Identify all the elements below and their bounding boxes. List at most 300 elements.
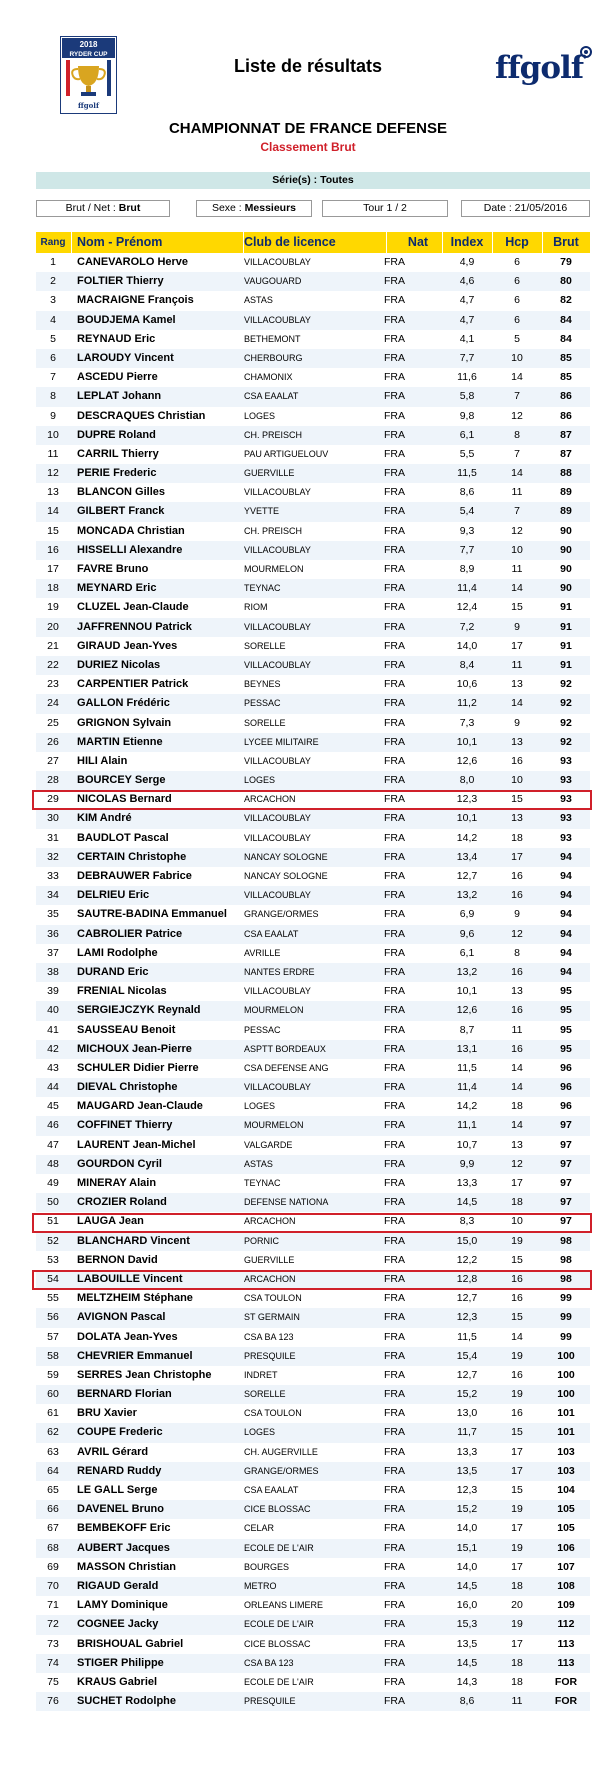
row-brut: FOR	[554, 1675, 578, 1688]
table-row	[36, 483, 590, 502]
row-nat: FRA	[384, 965, 405, 978]
row-rang: 36	[47, 927, 59, 940]
table-row	[36, 598, 590, 617]
row-index: 8,6	[459, 486, 475, 499]
row-index: 6,9	[459, 908, 475, 921]
row-rang: 28	[47, 774, 59, 787]
row-brut: 98	[560, 1253, 572, 1266]
row-nat: FRA	[384, 1388, 405, 1401]
results-table	[36, 232, 590, 1711]
row-nom: HILI Alain	[77, 754, 128, 767]
row-nom: BAUDLOT Pascal	[77, 831, 169, 844]
row-hcp: 13	[511, 1138, 523, 1151]
row-hcp: 5	[514, 332, 520, 345]
row-club: DEFENSE NATIONA	[244, 1197, 329, 1208]
ffgolf-mark-icon	[580, 46, 592, 58]
row-nat: FRA	[384, 908, 405, 921]
row-hcp: 7	[514, 505, 520, 518]
row-nom: BOUDJEMA Kamel	[77, 313, 176, 326]
row-brut: 89	[560, 486, 572, 499]
row-nom: GALLON Frédéric	[77, 697, 170, 710]
row-brut: 84	[560, 332, 572, 345]
row-nom: CABROLIER Patrice	[77, 927, 183, 940]
row-nom: CARRIL Thierry	[77, 447, 159, 460]
row-index: 13,5	[456, 1464, 478, 1477]
row-club: LOGES	[244, 775, 276, 786]
document-title: Liste de résultats	[233, 56, 383, 76]
row-hcp: 18	[511, 1196, 523, 1209]
row-nom: MICHOUX Jean-Pierre	[77, 1042, 192, 1055]
row-rang: 53	[47, 1253, 59, 1266]
row-brut: 96	[560, 1061, 572, 1074]
row-nat: FRA	[384, 1177, 405, 1189]
row-club: CSA EAALAT	[244, 1485, 299, 1495]
row-nom: KRAUS Gabriel	[77, 1675, 158, 1688]
row-index: 11,2	[457, 697, 477, 710]
row-hcp: 14	[511, 1330, 523, 1343]
row-index: 4,9	[459, 256, 475, 268]
row-hcp: 8	[514, 428, 520, 441]
row-rang: 7	[50, 371, 56, 384]
row-nat: FRA	[384, 1272, 405, 1285]
row-hcp: 18	[511, 831, 523, 844]
row-brut: 97	[560, 1177, 572, 1189]
table-row	[36, 675, 590, 694]
row-index: 13,1	[456, 1042, 478, 1055]
row-club: BETHEMONT	[244, 333, 301, 344]
row-rang: 32	[47, 850, 59, 863]
row-nat: FRA	[384, 1426, 405, 1439]
row-nom: MAUGARD Jean-Claude	[77, 1100, 203, 1113]
row-index: 13,2	[456, 889, 478, 902]
row-nom: NICOLAS Bernard	[77, 793, 172, 806]
row-nat: FRA	[384, 563, 405, 575]
row-club: VILLACOUBLAY	[244, 890, 311, 901]
row-hcp: 9	[514, 908, 520, 921]
row-brut: 90	[560, 543, 572, 556]
row-nat: FRA	[384, 793, 405, 806]
row-hcp: 11	[511, 486, 523, 499]
row-nom: DAVENEL Bruno	[77, 1503, 164, 1516]
row-nat: FRA	[384, 716, 405, 729]
row-nat: FRA	[384, 1311, 405, 1324]
row-nat: FRA	[384, 1042, 405, 1055]
row-nom: ASCEDU Pierre	[77, 371, 158, 384]
row-nom: DIEVAL Christophe	[77, 1081, 178, 1094]
table-row	[36, 1270, 590, 1289]
row-club: VILLACOUBLAY	[244, 621, 311, 632]
row-club: NANCAY SOLOGNE	[244, 851, 328, 862]
row-nat: FRA	[384, 678, 405, 691]
row-rang: 71	[47, 1599, 59, 1612]
row-nom: GOURDON Cyril	[77, 1157, 162, 1170]
row-club: VILLACOUBLAY	[244, 487, 311, 498]
row-rang: 55	[47, 1292, 59, 1305]
row-club: GRANGE/ORMES	[244, 1465, 319, 1476]
row-hcp: 16	[511, 1042, 523, 1055]
table-row	[36, 368, 590, 387]
row-rang: 5	[50, 332, 56, 345]
row-nom: DURIEZ Nicolas	[77, 658, 161, 671]
row-brut: 85	[560, 351, 572, 364]
row-index: 11,4	[457, 1081, 477, 1094]
row-hcp: 8	[514, 946, 520, 959]
sexe-label: Sexe :	[211, 202, 242, 214]
row-club: METRO	[244, 1580, 277, 1591]
row-club: CSA EAALAT	[244, 391, 299, 402]
row-rang: 23	[47, 678, 59, 691]
row-club: VILLACOUBLAY	[244, 544, 311, 555]
row-index: 9,8	[459, 409, 475, 422]
col-rang: Rang	[40, 237, 66, 248]
row-rang: 52	[47, 1234, 59, 1247]
row-club: LOGES	[244, 1427, 276, 1438]
row-brut: 98	[560, 1272, 572, 1285]
row-hcp: 11	[511, 658, 523, 671]
row-club: PRESQUILE	[244, 1696, 296, 1707]
row-nat: FRA	[384, 543, 405, 556]
row-club: SORELLE	[244, 640, 286, 651]
row-hcp: 12	[511, 524, 523, 537]
row-index: 15,3	[456, 1618, 478, 1631]
row-nom: PERIE Frederic	[77, 467, 157, 480]
brut-net-label: Brut / Net :	[65, 202, 116, 214]
row-club: CSA BA 123	[244, 1331, 294, 1342]
row-rang: 41	[47, 1023, 59, 1036]
row-rang: 67	[47, 1522, 59, 1535]
row-hcp: 14	[511, 1081, 523, 1094]
row-nat: FRA	[384, 831, 405, 844]
row-rang: 59	[47, 1368, 59, 1381]
row-brut: 99	[560, 1311, 572, 1324]
row-index: 7,7	[459, 543, 475, 556]
row-nat: FRA	[384, 1464, 405, 1477]
row-rang: 9	[50, 409, 56, 422]
row-hcp: 6	[514, 313, 520, 326]
row-rang: 57	[47, 1330, 59, 1343]
row-rang: 42	[47, 1042, 59, 1055]
row-rang: 63	[47, 1445, 59, 1458]
row-brut: 99	[560, 1292, 572, 1305]
table-row	[36, 829, 590, 848]
row-nom: GIRAUD Jean-Yves	[77, 639, 178, 652]
row-club: VILLACOUBLAY	[244, 659, 311, 670]
col-index: Index	[450, 235, 484, 249]
row-nom: BOURCEY Serge	[77, 774, 166, 787]
row-rang: 44	[47, 1081, 59, 1094]
table-row	[36, 752, 590, 771]
ffgolf-logo: ffgolf	[495, 50, 584, 86]
table-row	[36, 637, 590, 656]
row-nat: FRA	[384, 294, 405, 307]
row-nom: SERRES Jean Christophe	[77, 1368, 212, 1381]
table-row	[36, 1078, 590, 1097]
row-rang: 20	[47, 620, 59, 633]
table-row	[36, 1001, 590, 1020]
row-nat: FRA	[384, 313, 405, 326]
row-nom: REYNAUD Eric	[77, 332, 156, 345]
row-brut: 100	[557, 1368, 575, 1381]
row-rang: 1	[50, 256, 56, 268]
row-index: 12,8	[456, 1272, 478, 1285]
row-hcp: 14	[511, 371, 523, 384]
row-nom: MELTZHEIM Stéphane	[77, 1292, 193, 1305]
row-nat: FRA	[384, 870, 405, 882]
row-club: SORELLE	[244, 717, 286, 728]
row-rang: 31	[47, 831, 59, 844]
row-nom: LAROUDY Vincent	[77, 351, 174, 364]
row-nat: FRA	[384, 601, 405, 614]
row-brut: 105	[557, 1522, 575, 1535]
row-club: CICE BLOSSAC	[244, 1638, 311, 1649]
row-rang: 11	[47, 447, 59, 460]
row-club: TEYNAC	[244, 1178, 281, 1188]
row-nat: FRA	[384, 754, 405, 767]
row-nat: FRA	[384, 1138, 405, 1151]
table-row	[36, 1462, 590, 1481]
row-rang: 16	[47, 543, 59, 556]
table-row	[36, 848, 590, 867]
row-nat: FRA	[384, 735, 405, 748]
table-row	[36, 1692, 590, 1711]
table-row	[36, 771, 590, 790]
row-rang: 46	[47, 1119, 59, 1132]
row-rang: 35	[47, 908, 59, 921]
row-rang: 22	[47, 658, 59, 671]
table-row	[36, 1193, 590, 1212]
row-hcp: 18	[511, 1579, 523, 1592]
row-rang: 15	[47, 524, 59, 537]
row-rang: 6	[50, 351, 56, 364]
table-row	[36, 1654, 590, 1673]
row-hcp: 17	[511, 1464, 523, 1477]
row-nom: AUBERT Jacques	[77, 1541, 170, 1554]
row-nat: FRA	[384, 1541, 405, 1554]
table-row	[36, 1443, 590, 1462]
row-index: 12,3	[456, 793, 478, 806]
table-row	[36, 502, 590, 521]
row-nat: FRA	[384, 1215, 405, 1228]
row-nat: FRA	[384, 850, 405, 863]
row-rang: 40	[47, 1004, 59, 1017]
row-brut: 94	[560, 927, 572, 940]
row-hcp: 16	[511, 1292, 523, 1305]
row-index: 14,5	[456, 1579, 478, 1592]
row-nom: MEYNARD Eric	[77, 582, 157, 595]
row-nom: DUPRE Roland	[77, 428, 156, 441]
row-club: CSA DEFENSE ANG	[244, 1062, 329, 1073]
row-index: 6,1	[459, 946, 475, 959]
row-brut: 89	[560, 505, 572, 518]
row-club: CHAMONIX	[244, 372, 293, 383]
row-nom: CANEVAROLO Herve	[77, 256, 189, 268]
row-index: 12,7	[456, 870, 478, 882]
row-nom: SUCHET Rodolphe	[77, 1695, 176, 1708]
table-row	[36, 1174, 590, 1193]
row-hcp: 12	[511, 1157, 523, 1170]
row-club: NANCAY SOLOGNE	[244, 871, 328, 881]
row-index: 10,1	[456, 735, 478, 748]
row-index: 13,0	[456, 1407, 478, 1420]
row-rang: 47	[47, 1138, 59, 1151]
row-rang: 76	[47, 1695, 59, 1708]
row-hcp: 18	[511, 1100, 523, 1113]
row-nat: FRA	[384, 812, 405, 825]
table-row	[36, 579, 590, 598]
row-rang: 4	[50, 313, 56, 326]
row-brut: 96	[560, 1100, 572, 1113]
row-index: 5,5	[459, 447, 475, 460]
row-brut: 101	[557, 1426, 575, 1439]
table-row	[36, 714, 590, 733]
row-nat: FRA	[384, 1579, 405, 1592]
row-rang: 24	[47, 697, 59, 710]
col-nat: Nat	[407, 235, 429, 249]
row-brut: 97	[560, 1138, 572, 1151]
row-club: ARCACHON	[244, 794, 296, 805]
row-brut: 100	[557, 1349, 575, 1362]
row-club: ECOLE DE L'AIR	[244, 1619, 314, 1630]
row-brut: 91	[560, 620, 572, 633]
row-index: 8,7	[459, 1023, 475, 1036]
row-brut: 96	[560, 1081, 572, 1094]
row-index: 8,0	[459, 774, 475, 787]
row-nom: SERGIEJCZYK Reynald	[77, 1004, 201, 1017]
row-nat: FRA	[384, 1368, 405, 1381]
row-nat: FRA	[384, 371, 405, 384]
table-row	[36, 867, 590, 886]
table-body	[36, 253, 590, 1711]
row-nat: FRA	[384, 985, 405, 998]
row-nom: LABOUILLE Vincent	[77, 1272, 183, 1285]
row-club: TEYNAC	[244, 583, 281, 594]
row-club: PESSAC	[244, 1024, 281, 1035]
row-nom: CROZIER Roland	[77, 1196, 167, 1209]
row-club: RIOM	[244, 602, 268, 613]
sexe-value: Messieurs	[244, 202, 297, 214]
row-index: 8,3	[459, 1215, 475, 1228]
row-club: LYCEE MILITAIRE	[244, 736, 319, 747]
row-hcp: 7	[514, 390, 520, 403]
row-club: ECOLE DE L'AIR	[244, 1542, 314, 1553]
row-rang: 27	[47, 754, 59, 767]
row-index: 13,5	[456, 1637, 478, 1650]
row-hcp: 15	[511, 1253, 523, 1266]
row-index: 14,3	[456, 1675, 478, 1688]
table-row	[36, 1673, 590, 1692]
row-nom: AVRIL Gérard	[77, 1445, 149, 1458]
series-bar: Série(s) : Toutes	[36, 172, 590, 189]
row-hcp: 14	[511, 467, 523, 480]
table-row	[36, 330, 590, 349]
row-hcp: 19	[511, 1503, 523, 1516]
row-hcp: 17	[511, 1177, 523, 1189]
row-nat: FRA	[384, 1004, 405, 1017]
row-club: VILLACOUBLAY	[244, 257, 311, 267]
row-brut: 112	[557, 1618, 575, 1631]
row-brut: 95	[560, 1023, 572, 1036]
row-index: 14,0	[456, 1560, 478, 1573]
row-brut: 95	[560, 1004, 572, 1017]
table-row	[36, 790, 590, 809]
row-hcp: 10	[511, 774, 523, 787]
row-hcp: 10	[511, 1215, 523, 1228]
row-index: 12,2	[456, 1253, 478, 1266]
row-nom: HISSELLI Alexandre	[77, 543, 183, 556]
row-nat: FRA	[384, 409, 405, 422]
row-brut: 97	[560, 1157, 572, 1170]
row-hcp: 14	[511, 1061, 523, 1074]
row-club: ARCACHON	[244, 1273, 296, 1284]
row-brut: 85	[560, 371, 572, 384]
row-club: GRANGE/ORMES	[244, 909, 319, 920]
row-index: 8,9	[459, 563, 475, 575]
row-brut: 100	[557, 1388, 575, 1401]
row-hcp: 13	[511, 678, 523, 691]
row-rang: 61	[47, 1407, 59, 1420]
row-hcp: 19	[511, 1349, 523, 1362]
row-index: 15,0	[456, 1234, 478, 1247]
row-nom: COGNEE Jacky	[77, 1618, 159, 1631]
row-brut: 80	[560, 275, 572, 288]
row-index: 4,1	[459, 332, 475, 345]
row-nom: BRISHOUAL Gabriel	[77, 1637, 184, 1650]
row-hcp: 16	[511, 965, 523, 978]
table-row	[36, 1232, 590, 1251]
row-index: 11,5	[457, 467, 477, 480]
row-brut: 113	[557, 1656, 575, 1669]
row-rang: 19	[47, 601, 59, 614]
sexe-filter	[196, 200, 312, 217]
row-nom: MARTIN Etienne	[77, 735, 163, 748]
row-club: CICE BLOSSAC	[244, 1504, 311, 1515]
table-row	[36, 1212, 590, 1231]
row-rang: 10	[47, 428, 59, 441]
row-rang: 43	[47, 1061, 59, 1074]
row-rang: 64	[47, 1464, 59, 1477]
row-club: PESSAC	[244, 698, 281, 709]
row-rang: 34	[47, 889, 59, 902]
table-row	[36, 944, 590, 963]
row-nat: FRA	[384, 390, 405, 403]
row-index: 14,2	[456, 1100, 478, 1113]
row-index: 10,1	[456, 985, 478, 998]
row-brut: 86	[560, 390, 572, 403]
row-nom: DURAND Eric	[77, 965, 149, 978]
row-nat: FRA	[384, 447, 405, 460]
row-hcp: 10	[511, 543, 523, 556]
row-nat: FRA	[384, 1061, 405, 1074]
table-row	[36, 1635, 590, 1654]
row-index: 9,6	[459, 927, 475, 940]
row-index: 12,7	[456, 1292, 478, 1305]
row-club: MOURMELON	[244, 564, 304, 574]
row-hcp: 19	[511, 1541, 523, 1554]
row-brut: 90	[560, 563, 572, 575]
row-hcp: 20	[511, 1599, 523, 1612]
row-index: 13,3	[456, 1445, 478, 1458]
row-nat: FRA	[384, 1234, 405, 1247]
table-row	[36, 1155, 590, 1174]
row-hcp: 9	[514, 620, 520, 633]
row-nat: FRA	[384, 1023, 405, 1036]
row-nat: FRA	[384, 1522, 405, 1535]
row-club: YVETTE	[244, 506, 280, 517]
row-index: 14,0	[456, 639, 478, 652]
row-brut: 92	[560, 678, 572, 691]
table-row	[36, 1519, 590, 1538]
row-nat: FRA	[384, 1484, 405, 1496]
